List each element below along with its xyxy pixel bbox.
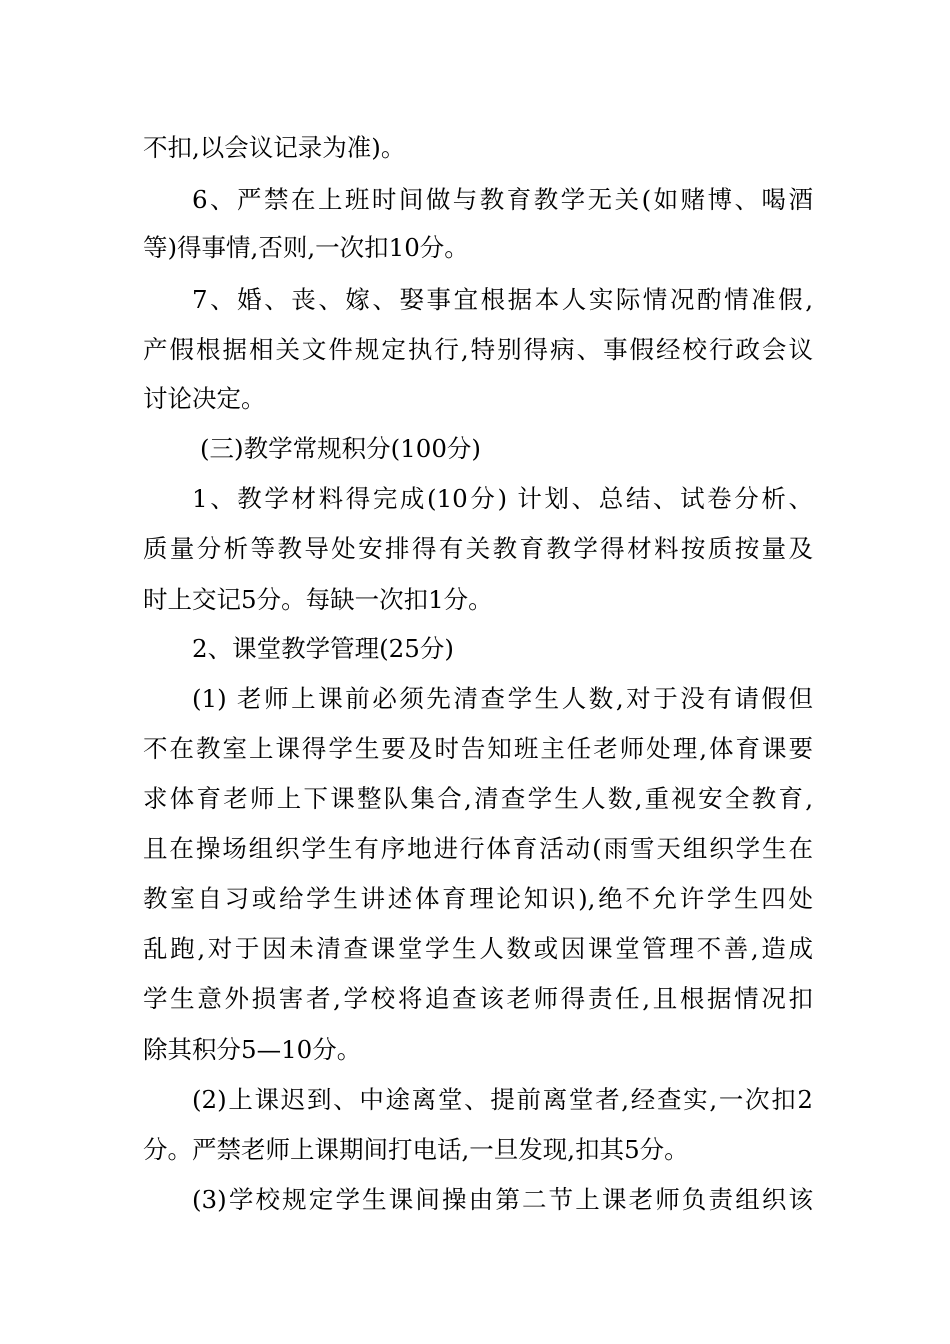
text-line: 学生意外损害者,学校将追查该老师得责任,且根据情况扣 (143, 984, 813, 1013)
text-line: 讨论决定。 (143, 384, 266, 413)
text-line: 分。严禁老师上课期间打电话,一旦发现,扣其5分。 (143, 1135, 689, 1164)
text-line: 教室自习或给学生讲述体育理论知识),绝不允许学生四处 (143, 884, 813, 913)
text-line: (3)学校规定学生课间操由第二节上课老师负责组织该 (192, 1185, 813, 1214)
text-line: 6、严禁在上班时间做与教育教学无关(如赌博、喝酒 (192, 185, 813, 214)
section-heading: (三)教学常规积分(100分) (200, 434, 481, 463)
text-line: 且在操场组织学生有序地进行体育活动(雨雪天组织学生在 (143, 834, 813, 863)
text-line: 时上交记5分。每缺一次扣1分。 (143, 585, 493, 614)
text-line: 除其积分5—10分。 (143, 1035, 362, 1064)
text-line: 乱跑,对于因未清查课堂学生人数或因课堂管理不善,造成 (143, 934, 813, 963)
text-line: 7、婚、丧、嫁、娶事宜根据本人实际情况酌情准假, (192, 285, 813, 314)
text-line: 等)得事情,否则,一次扣10分。 (143, 233, 469, 262)
text-line: (2)上课迟到、中途离堂、提前离堂者,经查实,一次扣2 (192, 1085, 813, 1114)
text-line: 2、课堂教学管理(25分) (192, 634, 454, 663)
text-line: 不扣,以会议记录为准)。 (143, 133, 406, 162)
text-line: 求体育老师上下课整队集合,清查学生人数,重视安全教育, (143, 784, 813, 813)
text-line: 产假根据相关文件规定执行,特别得病、事假经校行政会议 (143, 335, 813, 364)
text-line: 质量分析等教导处安排得有关教育教学得材料按质按量及 (143, 534, 813, 563)
text-line: 1、教学材料得完成(10分) 计划、总结、试卷分析、 (192, 484, 813, 513)
text-line: (1) 老师上课前必须先清查学生人数,对于没有请假但 (192, 684, 813, 713)
text-line: 不在教室上课得学生要及时告知班主任老师处理,体育课要 (143, 734, 813, 763)
